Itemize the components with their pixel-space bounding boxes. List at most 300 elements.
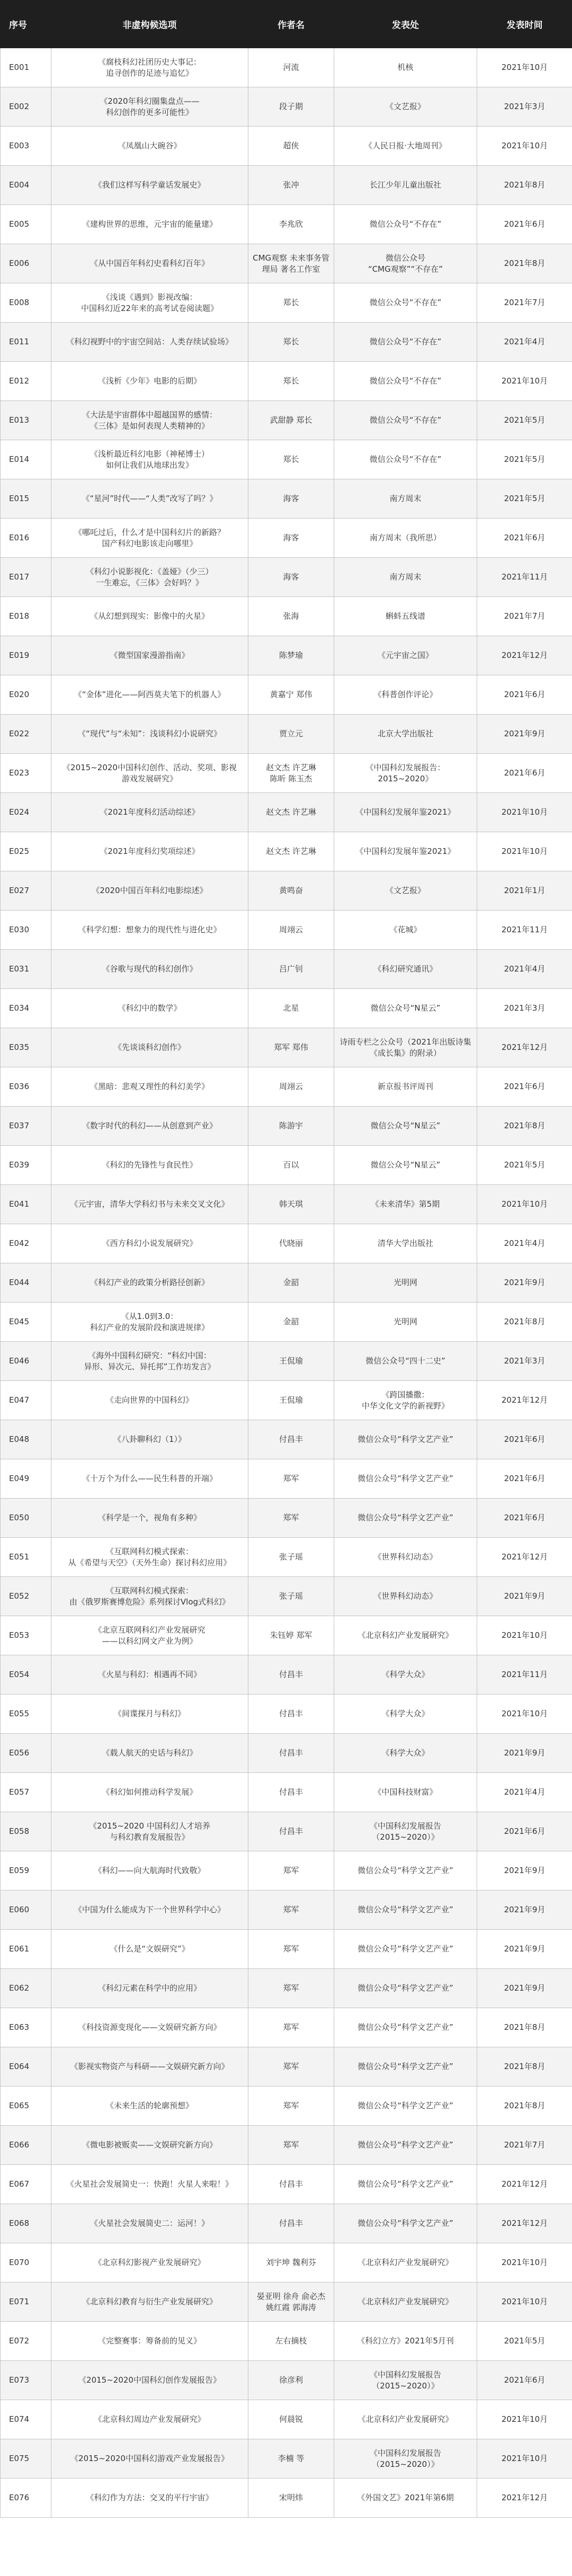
cell-venue: 《中国科幻发展报告 （2015~2020）》: [334, 1812, 477, 1851]
cell-date: 2021年5月: [477, 479, 572, 519]
cell-title: 《互联网科幻模式探索： 由《俄罗斯赛博危险》系列探讨Vlog式科幻》: [51, 1577, 248, 1616]
cell-index: E045: [1, 1303, 51, 1342]
cell-index: E002: [1, 87, 51, 127]
table-row: [1, 2479, 572, 2518]
cell-author: 郑军: [248, 1969, 334, 2008]
cell-index: E014: [1, 440, 51, 479]
cell-date: 2021年5月: [477, 401, 572, 440]
cell-author: 韩天琪: [248, 1185, 334, 1224]
table-row: [1, 636, 572, 675]
cell-title: 《2015~2020中国科幻游戏产业发展报告》: [51, 2439, 248, 2479]
table-row: [1, 2008, 572, 2047]
cell-index: E003: [1, 127, 51, 166]
cell-venue: 微信公众号“科学文艺产业”: [334, 2204, 477, 2243]
cell-author: 张冲: [248, 166, 334, 205]
cell-date: 2021年9月: [477, 1734, 572, 1773]
cell-venue: 《科普创作评论》: [334, 675, 477, 715]
cell-venue: 微信公众号“不存在”: [334, 440, 477, 479]
cell-author: 郑军: [248, 2047, 334, 2087]
cell-author: 付昌丰: [248, 2165, 334, 2204]
cell-title: 《科幻元素在科学中的应用》: [51, 1969, 248, 2008]
cell-date: 2021年3月: [477, 989, 572, 1028]
table-row: [1, 1420, 572, 1459]
cell-venue: 微信公众号“不存在”: [334, 323, 477, 362]
header-venue: 发表处: [334, 1, 477, 48]
header-row: [1, 1, 572, 48]
cell-index: E075: [1, 2439, 51, 2479]
cell-venue: 《科学大众》: [334, 1695, 477, 1734]
cell-index: E059: [1, 1851, 51, 1891]
header-index: 序号: [1, 1, 51, 48]
cell-venue: 微信公众号“不存在”: [334, 205, 477, 244]
cell-title: 《十万个为什么——民生科普的开端》: [51, 1459, 248, 1499]
table-row: [1, 1459, 572, 1499]
cell-title: 《2015~2020中国科幻创作发展报告》: [51, 2361, 248, 2400]
cell-date: 2021年8月: [477, 1303, 572, 1342]
cell-title: 《互联网科幻模式探索： 从《希望与天空》（天外生命）探讨科幻应用》: [51, 1538, 248, 1577]
table-row: [1, 2283, 572, 2322]
cell-index: E072: [1, 2322, 51, 2361]
cell-author: 付昌丰: [248, 1420, 334, 1459]
cell-index: E018: [1, 597, 51, 636]
cell-index: E068: [1, 2204, 51, 2243]
cell-title: 《海外中国科幻研究：“科幻中国： 异形、异次元、异托邦”工作坊发言》: [51, 1342, 248, 1381]
cell-date: 2021年4月: [477, 1224, 572, 1263]
cell-index: E076: [1, 2479, 51, 2518]
cell-venue: 《科幻立方》2021年5月刊: [334, 2322, 477, 2361]
cell-venue: 《科学大众》: [334, 1655, 477, 1695]
cell-index: E008: [1, 283, 51, 323]
table-row: [1, 1695, 572, 1734]
table-row: [1, 2126, 572, 2165]
cell-author: 郑军: [248, 1930, 334, 1969]
cell-title: 《北京互联网科幻产业发展研究 ——以科幻网文产业为例》: [51, 1616, 248, 1655]
cell-venue: 微信公众号“科学文艺产业”: [334, 2126, 477, 2165]
cell-title: 《2015~2020中国科幻创作、活动、奖项、影视 游戏发展研究》: [51, 754, 248, 793]
cell-venue: 《中国科幻发展报告 （2015~2020）》: [334, 2439, 477, 2479]
cell-index: E020: [1, 675, 51, 715]
cell-index: E024: [1, 793, 51, 832]
cell-date: 2021年6月: [477, 519, 572, 558]
cell-title: 《建构世界的思维，元宇宙的能量建》: [51, 205, 248, 244]
cell-author: CMG观察 未来事务管理局 著名工作室: [248, 244, 334, 283]
cell-author: 郑长: [248, 362, 334, 401]
table-row: [1, 2204, 572, 2243]
header-author: 作者名: [248, 1, 334, 48]
cell-date: 2021年11月: [477, 1655, 572, 1695]
cell-author: 左右摘枝: [248, 2322, 334, 2361]
cell-date: 2021年12月: [477, 1538, 572, 1577]
cell-title: 《北京科幻教育与衍生产业发展研究》: [51, 2283, 248, 2322]
cell-date: 2021年9月: [477, 1851, 572, 1891]
table-row: [1, 2165, 572, 2204]
cell-index: E030: [1, 911, 51, 950]
cell-date: 2021年10月: [477, 832, 572, 871]
cell-date: 2021年6月: [477, 1812, 572, 1851]
cell-venue: 《跨国播撒： 中华文化文学的新视野》: [334, 1381, 477, 1420]
cell-author: 北星: [248, 989, 334, 1028]
table-row: [1, 1812, 572, 1851]
cell-author: 付昌丰: [248, 1655, 334, 1695]
cell-author: 张海: [248, 597, 334, 636]
table-row: [1, 127, 572, 166]
cell-venue: 微信公众号“科学文艺产业”: [334, 2165, 477, 2204]
cell-author: 金韶: [248, 1303, 334, 1342]
cell-author: 郑长: [248, 323, 334, 362]
cell-date: 2021年10月: [477, 1185, 572, 1224]
table-row: [1, 1577, 572, 1616]
cell-index: E011: [1, 323, 51, 362]
cell-title: 《科幻——向大航海时代致敬》: [51, 1851, 248, 1891]
cell-author: 刘宇坤 魏利芬: [248, 2243, 334, 2283]
cell-author: 王侃瑜: [248, 1381, 334, 1420]
table-body: [1, 48, 572, 2518]
cell-author: 海客: [248, 558, 334, 597]
cell-author: 李楠 等: [248, 2439, 334, 2479]
cell-index: E049: [1, 1459, 51, 1499]
cell-index: E042: [1, 1224, 51, 1263]
cell-venue: 微信公众号“N星云”: [334, 1146, 477, 1185]
table-row: [1, 1224, 572, 1263]
cell-index: E031: [1, 950, 51, 989]
cell-title: 《火星社会发展简史一：快跑！火星人来啦！》: [51, 2165, 248, 2204]
cell-author: 王侃瑜: [248, 1342, 334, 1381]
cell-author: 李兆欣: [248, 205, 334, 244]
cell-venue: 微信公众号“科学文艺产业”: [334, 2008, 477, 2047]
cell-date: 2021年10月: [477, 48, 572, 87]
cell-author: 付昌丰: [248, 1773, 334, 1812]
cell-index: E063: [1, 2008, 51, 2047]
cell-index: E061: [1, 1930, 51, 1969]
cell-date: 2021年3月: [477, 1342, 572, 1381]
table-row: [1, 519, 572, 558]
cell-venue: 微信公众号“不存在”: [334, 401, 477, 440]
table-row: [1, 1538, 572, 1577]
cell-venue: 《文艺报》: [334, 87, 477, 127]
cell-date: 2021年8月: [477, 2008, 572, 2047]
cell-venue: 《中国科技财富》: [334, 1773, 477, 1812]
cell-author: 黄嘉宁 郑伟: [248, 675, 334, 715]
table-row: [1, 1342, 572, 1381]
cell-date: 2021年4月: [477, 323, 572, 362]
cell-date: 2021年6月: [477, 2361, 572, 2400]
cell-index: E025: [1, 832, 51, 871]
cell-date: 2021年10月: [477, 793, 572, 832]
cell-title: 《微电影被贩卖——文娱研究新方向》: [51, 2126, 248, 2165]
cell-index: E052: [1, 1577, 51, 1616]
cell-title: 《“金体”进化——阿西莫夫笔下的机器人》: [51, 675, 248, 715]
cell-index: E048: [1, 1420, 51, 1459]
table-row: [1, 1381, 572, 1420]
cell-date: 2021年6月: [477, 205, 572, 244]
cell-author: 郑军: [248, 1459, 334, 1499]
cell-index: E005: [1, 205, 51, 244]
cell-title: 《从中国百年科幻史看科幻百年》: [51, 244, 248, 283]
cell-title: 《载人航天的史话与科幻》: [51, 1734, 248, 1773]
cell-index: E056: [1, 1734, 51, 1773]
cell-title: 《科幻中的数学》: [51, 989, 248, 1028]
cell-venue: 诗雨专栏之公众号（2021年出版诗集《成长集》的附录）: [334, 1028, 477, 1067]
cell-author: 超侠: [248, 127, 334, 166]
cell-venue: 南方周末: [334, 558, 477, 597]
cell-date: 2021年10月: [477, 2283, 572, 2322]
table-row: [1, 2361, 572, 2400]
cell-author: 宋明炜: [248, 2479, 334, 2518]
cell-title: 《微型国家漫游指南》: [51, 636, 248, 675]
cell-index: E006: [1, 244, 51, 283]
cell-index: E054: [1, 1655, 51, 1695]
table-row: [1, 205, 572, 244]
table-row: [1, 1773, 572, 1812]
cell-author: 徐彦利: [248, 2361, 334, 2400]
table-row: [1, 362, 572, 401]
cell-venue: 《科幻研究通讯》: [334, 950, 477, 989]
cell-index: E034: [1, 989, 51, 1028]
cell-title: 《科幻如何推动科学发展》: [51, 1773, 248, 1812]
cell-date: 2021年8月: [477, 2087, 572, 2126]
cell-venue: 微信公众号“科学文艺产业”: [334, 1891, 477, 1930]
cell-date: 2021年3月: [477, 87, 572, 127]
cell-title: 《2021年度科幻活动综述》: [51, 793, 248, 832]
cell-venue: 《文艺报》: [334, 871, 477, 911]
cell-index: E071: [1, 2283, 51, 2322]
cell-date: 2021年9月: [477, 1891, 572, 1930]
cell-title: 《中国为什么能成为下一个世界科学中心》: [51, 1891, 248, 1930]
cell-date: 2021年6月: [477, 754, 572, 793]
cell-author: 贾立元: [248, 715, 334, 754]
cell-date: 2021年10月: [477, 127, 572, 166]
cell-venue: 机核: [334, 48, 477, 87]
table-row: [1, 1616, 572, 1655]
cell-venue: 《元宇宙之国》: [334, 636, 477, 675]
cell-date: 2021年8月: [477, 166, 572, 205]
cell-venue: 微信公众号“科学文艺产业”: [334, 1499, 477, 1538]
table-row: [1, 989, 572, 1028]
cell-index: E001: [1, 48, 51, 87]
table-row: [1, 832, 572, 871]
cell-venue: 《未来清华》第5期: [334, 1185, 477, 1224]
cell-date: 2021年6月: [477, 1067, 572, 1107]
cell-author: 郑长: [248, 283, 334, 323]
table-row: [1, 1734, 572, 1773]
cell-venue: 微信公众号“科学文艺产业”: [334, 1420, 477, 1459]
cell-index: E039: [1, 1146, 51, 1185]
cell-index: E035: [1, 1028, 51, 1067]
cell-index: E036: [1, 1067, 51, 1107]
cell-author: 周翊云: [248, 1067, 334, 1107]
table-row: [1, 1028, 572, 1067]
table-row: [1, 558, 572, 597]
cell-title: 《北京科幻周边产业发展研究》: [51, 2400, 248, 2439]
cell-title: 《北京科幻影视产业发展研究》: [51, 2243, 248, 2283]
table-row: [1, 871, 572, 911]
table-row: [1, 1107, 572, 1146]
cell-index: E013: [1, 401, 51, 440]
cell-date: 2021年6月: [477, 675, 572, 715]
cell-date: 2021年7月: [477, 2126, 572, 2165]
cell-title: 《科幻产业的政策分析路径创新》: [51, 1263, 248, 1303]
cell-date: 2021年11月: [477, 911, 572, 950]
cell-title: 《八卦聊科幻（1）》: [51, 1420, 248, 1459]
cell-index: E004: [1, 166, 51, 205]
cell-venue: 清华大学出版社: [334, 1224, 477, 1263]
table-row: [1, 1969, 572, 2008]
cell-title: 《从幻想到现实：影像中的火星》: [51, 597, 248, 636]
cell-index: E066: [1, 2126, 51, 2165]
cell-title: 《大法是宇宙群体中超越国界的感情： 《三体》是如何表现人类精神的》: [51, 401, 248, 440]
cell-index: E046: [1, 1342, 51, 1381]
table-row: [1, 440, 572, 479]
cell-title: 《凤凰山大碗谷》: [51, 127, 248, 166]
cell-title: 《“现代”与“未知”：浅谈科幻小说研究》: [51, 715, 248, 754]
cell-title: 《黑暗：悲观又理性的科幻美学》: [51, 1067, 248, 1107]
cell-index: E037: [1, 1107, 51, 1146]
cell-venue: 光明网: [334, 1263, 477, 1303]
cell-date: 2021年9月: [477, 1577, 572, 1616]
cell-index: E055: [1, 1695, 51, 1734]
cell-date: 2021年9月: [477, 1930, 572, 1969]
cell-index: E065: [1, 2087, 51, 2126]
cell-index: E016: [1, 519, 51, 558]
table-row: [1, 2322, 572, 2361]
cell-date: 2021年12月: [477, 1381, 572, 1420]
table-row: [1, 1067, 572, 1107]
cell-venue: 微信公众号“科学文艺产业”: [334, 2047, 477, 2087]
table-row: [1, 283, 572, 323]
cell-date: 2021年9月: [477, 715, 572, 754]
table-row: [1, 1303, 572, 1342]
cell-author: 郑长: [248, 440, 334, 479]
cell-date: 2021年1月: [477, 871, 572, 911]
cell-author: 陈梦瑜: [248, 636, 334, 675]
cell-date: 2021年8月: [477, 244, 572, 283]
table-row: [1, 2087, 572, 2126]
table-row: [1, 1891, 572, 1930]
cell-date: 2021年7月: [477, 283, 572, 323]
table-row: [1, 87, 572, 127]
cell-venue: 《人民日报·大地周刊》: [334, 127, 477, 166]
table-row: [1, 1499, 572, 1538]
cell-date: 2021年10月: [477, 2400, 572, 2439]
table-row: [1, 1655, 572, 1695]
cell-author: 郑军: [248, 2126, 334, 2165]
cell-title: 《科学幻想：想象力的现代性与进化史》: [51, 911, 248, 950]
cell-venue: 《中国科幻发展报告 （2015~2020）》: [334, 2361, 477, 2400]
cell-title: 《浅析最近科幻电影（神秘博士） 如何让我们从地球出发》: [51, 440, 248, 479]
cell-author: 段子期: [248, 87, 334, 127]
cell-author: 海客: [248, 479, 334, 519]
cell-date: 2021年5月: [477, 2322, 572, 2361]
cell-author: 郑军 郑伟: [248, 1028, 334, 1067]
cell-title: 《科幻的先锋性与食民性》: [51, 1146, 248, 1185]
cell-title: 《科幻作为方法：交叉的平行宇宙》: [51, 2479, 248, 2518]
table-row: [1, 950, 572, 989]
cell-venue: 《北京科幻产业发展研究》: [334, 1616, 477, 1655]
cell-date: 2021年12月: [477, 2165, 572, 2204]
cell-title: 《哪吒过后，什么才是中国科幻片的新路？ 国产科幻电影该走向哪里》: [51, 519, 248, 558]
cell-title: 《2020年科幻圈集盘点—— 科幻创作的更多可能性》: [51, 87, 248, 127]
table-row: [1, 2439, 572, 2479]
cell-author: 赵文杰 许艺琳: [248, 793, 334, 832]
cell-index: E073: [1, 2361, 51, 2400]
table-row: [1, 2400, 572, 2439]
cell-author: 赵文杰 许艺琳 陈昕 陈玉杰: [248, 754, 334, 793]
cell-venue: 微信公众号“科学文艺产业”: [334, 1459, 477, 1499]
cell-title: 《浅谈《遇到》影视改编： 中国科幻近22年来的高考试卷阅读题》: [51, 283, 248, 323]
cell-title: 《2020中国百年科幻电影综述》: [51, 871, 248, 911]
table-row: [1, 1930, 572, 1969]
table-row: [1, 1851, 572, 1891]
cell-date: 2021年6月: [477, 1459, 572, 1499]
cell-venue: 新京报书评周刊: [334, 1067, 477, 1107]
cell-author: 张子瑶: [248, 1577, 334, 1616]
cell-date: 2021年9月: [477, 1969, 572, 2008]
cell-index: E064: [1, 2047, 51, 2087]
table-row: [1, 754, 572, 793]
cell-author: 郑军: [248, 2008, 334, 2047]
table-row: [1, 479, 572, 519]
cell-author: 郑军: [248, 1499, 334, 1538]
cell-index: E044: [1, 1263, 51, 1303]
cell-date: 2021年10月: [477, 2439, 572, 2479]
cell-index: E041: [1, 1185, 51, 1224]
cell-venue: 《中国科幻发展年鉴2021》: [334, 793, 477, 832]
cell-venue: 微信公众号“科学文艺产业”: [334, 1930, 477, 1969]
cell-venue: 南方周末: [334, 479, 477, 519]
cell-author: 付昌丰: [248, 2204, 334, 2243]
cell-title: 《科幻视野中的宇宙空间站：人类存续试验场》: [51, 323, 248, 362]
cell-index: E060: [1, 1891, 51, 1930]
cell-title: 《未来生活的轮廓预想》: [51, 2087, 248, 2126]
cell-date: 2021年10月: [477, 362, 572, 401]
cell-venue: 光明网: [334, 1303, 477, 1342]
cell-author: 吕广钊: [248, 950, 334, 989]
cell-date: 2021年10月: [477, 1695, 572, 1734]
cell-index: E058: [1, 1812, 51, 1851]
table-row: [1, 1263, 572, 1303]
cell-author: 周翊云: [248, 911, 334, 950]
table-row: [1, 48, 572, 87]
cell-title: 《火星与科幻：相遇再不同》: [51, 1655, 248, 1695]
table-row: [1, 323, 572, 362]
cell-venue: 《世界科幻动态》: [334, 1577, 477, 1616]
cell-date: 2021年4月: [477, 950, 572, 989]
cell-title: 《科学是一个，视角有多种》: [51, 1499, 248, 1538]
cell-venue: 微信公众号“不存在”: [334, 362, 477, 401]
cell-title: 《浅析《少年》电影的后期》: [51, 362, 248, 401]
cell-author: 朱钰婷 郑军: [248, 1616, 334, 1655]
cell-title: 《走向世界的中国科幻》: [51, 1381, 248, 1420]
cell-index: E053: [1, 1616, 51, 1655]
cell-author: 代晓丽: [248, 1224, 334, 1263]
cell-venue: 微信公众号“科学文艺产业”: [334, 1851, 477, 1891]
cell-date: 2021年8月: [477, 1107, 572, 1146]
table-row: [1, 244, 572, 283]
header-date: 发表时间: [477, 1, 572, 48]
cell-author: 张子瑶: [248, 1538, 334, 1577]
cell-author: 郑军: [248, 1851, 334, 1891]
table-row: [1, 1146, 572, 1185]
cell-author: 何晨锐: [248, 2400, 334, 2439]
cell-index: E019: [1, 636, 51, 675]
cell-venue: 《中国科幻发展年鉴2021》: [334, 832, 477, 871]
cell-title: 《腐枝科幻社团历史大事记： 追寻创作的足迹与追忆》: [51, 48, 248, 87]
cell-author: 郑军: [248, 1891, 334, 1930]
cell-title: 《什么是“文娱研究”》: [51, 1930, 248, 1969]
cell-index: E070: [1, 2243, 51, 2283]
cell-venue: 北京大学出版社: [334, 715, 477, 754]
cell-date: 2021年9月: [477, 1263, 572, 1303]
